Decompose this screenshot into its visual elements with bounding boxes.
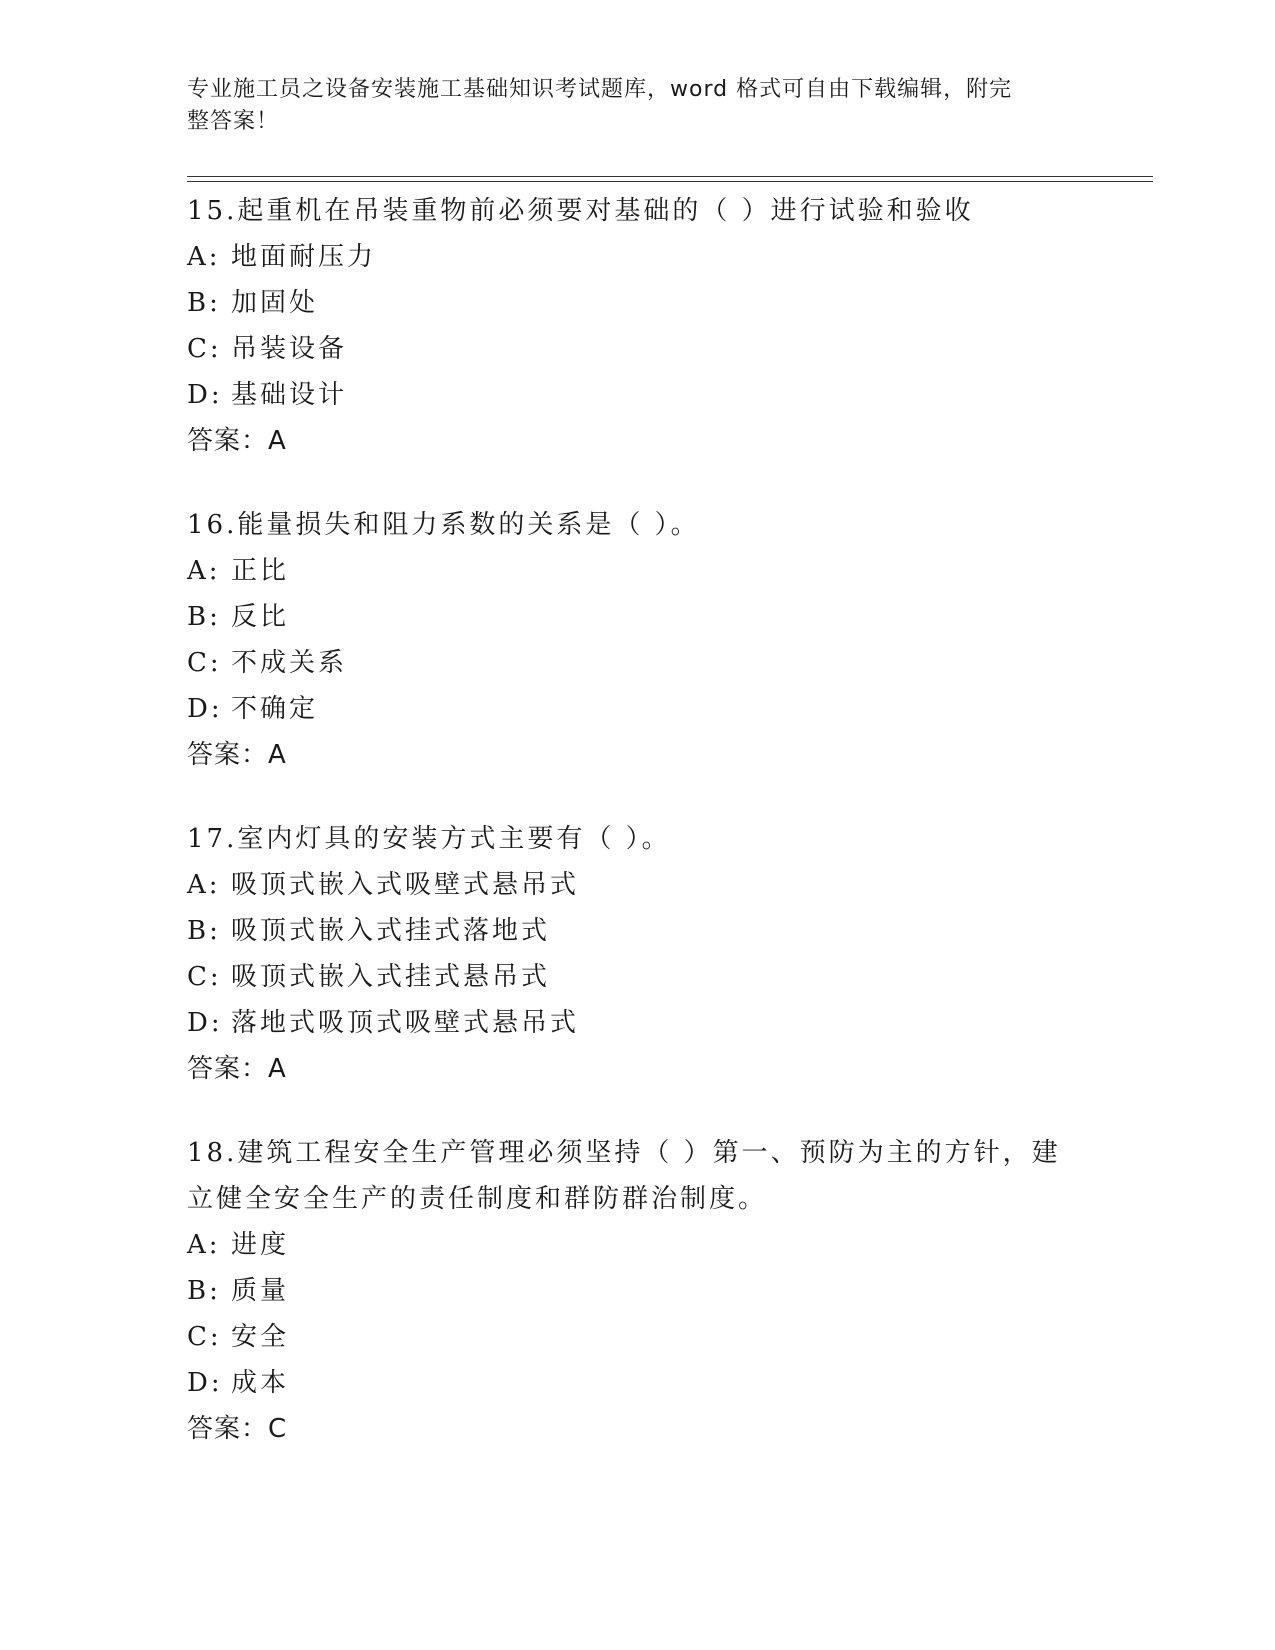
option-letter: B: [187, 288, 221, 318]
question-number: 17. [187, 824, 238, 854]
question-stem: 建筑工程安全生产管理必须坚持（ ）第一、预防为主的方针，建立健全安全生产的责任制度和群防群治制度。 [187, 1138, 1061, 1214]
answer-line: 答案：A [187, 1054, 287, 1084]
option-a [187, 862, 1067, 908]
option-a [187, 234, 1067, 280]
option-b [187, 1268, 1067, 1314]
question-number: 16. [187, 510, 238, 540]
option-text: 安全 [231, 1322, 290, 1352]
question-text [187, 816, 1067, 862]
option-letter: A: [187, 1230, 221, 1260]
option-d [187, 372, 1067, 418]
option-letter: A: [187, 556, 221, 586]
option-letter: C: [187, 962, 222, 992]
option-c [187, 954, 1067, 1000]
answer-line: 答案：A [187, 740, 287, 770]
answer-line: 答案：A [187, 426, 287, 456]
question-stem: 起重机在吊装重物前必须要对基础的（ ）进行试验和验收 [237, 196, 974, 226]
answer-line: 答案：C [187, 1414, 288, 1444]
option-letter: C: [187, 648, 222, 678]
option-b [187, 280, 1067, 326]
option-text: 反比 [231, 602, 290, 632]
option-c [187, 1314, 1067, 1360]
option-c [187, 640, 1067, 686]
option-b [187, 594, 1067, 640]
option-letter: C: [187, 1322, 222, 1352]
option-text: 不确定 [231, 694, 319, 724]
option-text: 不成关系 [231, 648, 348, 678]
header-line-2: 整答案！ [187, 109, 280, 134]
option-d [187, 1360, 1067, 1406]
header-divider-top [187, 176, 1153, 177]
question-15 [187, 188, 1067, 464]
question-17 [187, 816, 1067, 1092]
question-stem: 能量损失和阻力系数的关系是（ ）。 [237, 510, 700, 540]
option-text: 吸顶式嵌入式挂式落地式 [231, 916, 551, 946]
option-letter: A: [187, 870, 221, 900]
option-text: 进度 [231, 1230, 290, 1260]
option-text: 地面耐压力 [231, 242, 377, 272]
option-text: 落地式吸顶式吸壁式悬吊式 [231, 1008, 580, 1038]
option-b [187, 908, 1067, 954]
header-divider-bottom [187, 181, 1153, 182]
option-a [187, 1222, 1067, 1268]
question-stem: 室内灯具的安装方式主要有（ ）。 [237, 824, 671, 854]
question-16 [187, 502, 1067, 778]
option-letter: C: [187, 334, 222, 364]
question-text [187, 502, 1067, 548]
option-letter: B: [187, 916, 221, 946]
option-letter: D: [187, 1368, 223, 1398]
option-letter: D: [187, 380, 223, 410]
option-text: 加固处 [231, 288, 319, 318]
question-number: 15. [187, 196, 238, 226]
option-a [187, 548, 1067, 594]
question-text [187, 188, 1067, 234]
option-text: 正比 [231, 556, 290, 586]
document-page [187, 0, 1157, 1650]
document-header [187, 74, 1067, 138]
option-text: 吸顶式嵌入式挂式悬吊式 [231, 962, 551, 992]
option-letter: D: [187, 694, 223, 724]
option-d [187, 686, 1067, 732]
option-letter: B: [187, 1276, 221, 1306]
question-list [187, 188, 1067, 1490]
question-18 [187, 1130, 1067, 1452]
option-c [187, 326, 1067, 372]
question-text [187, 1130, 1067, 1222]
option-text: 吸顶式嵌入式吸壁式悬吊式 [231, 870, 580, 900]
option-text: 质量 [231, 1276, 290, 1306]
option-text: 吊装设备 [231, 334, 348, 364]
option-letter: B: [187, 602, 221, 632]
option-d [187, 1000, 1067, 1046]
option-text: 基础设计 [231, 380, 348, 410]
question-number: 18. [187, 1138, 238, 1168]
option-letter: D: [187, 1008, 223, 1038]
option-letter: A: [187, 242, 221, 272]
option-text: 成本 [231, 1368, 290, 1398]
header-line-1: 专业施工员之设备安装施工基础知识考试题库，word 格式可自由下载编辑，附完 [187, 77, 1013, 102]
